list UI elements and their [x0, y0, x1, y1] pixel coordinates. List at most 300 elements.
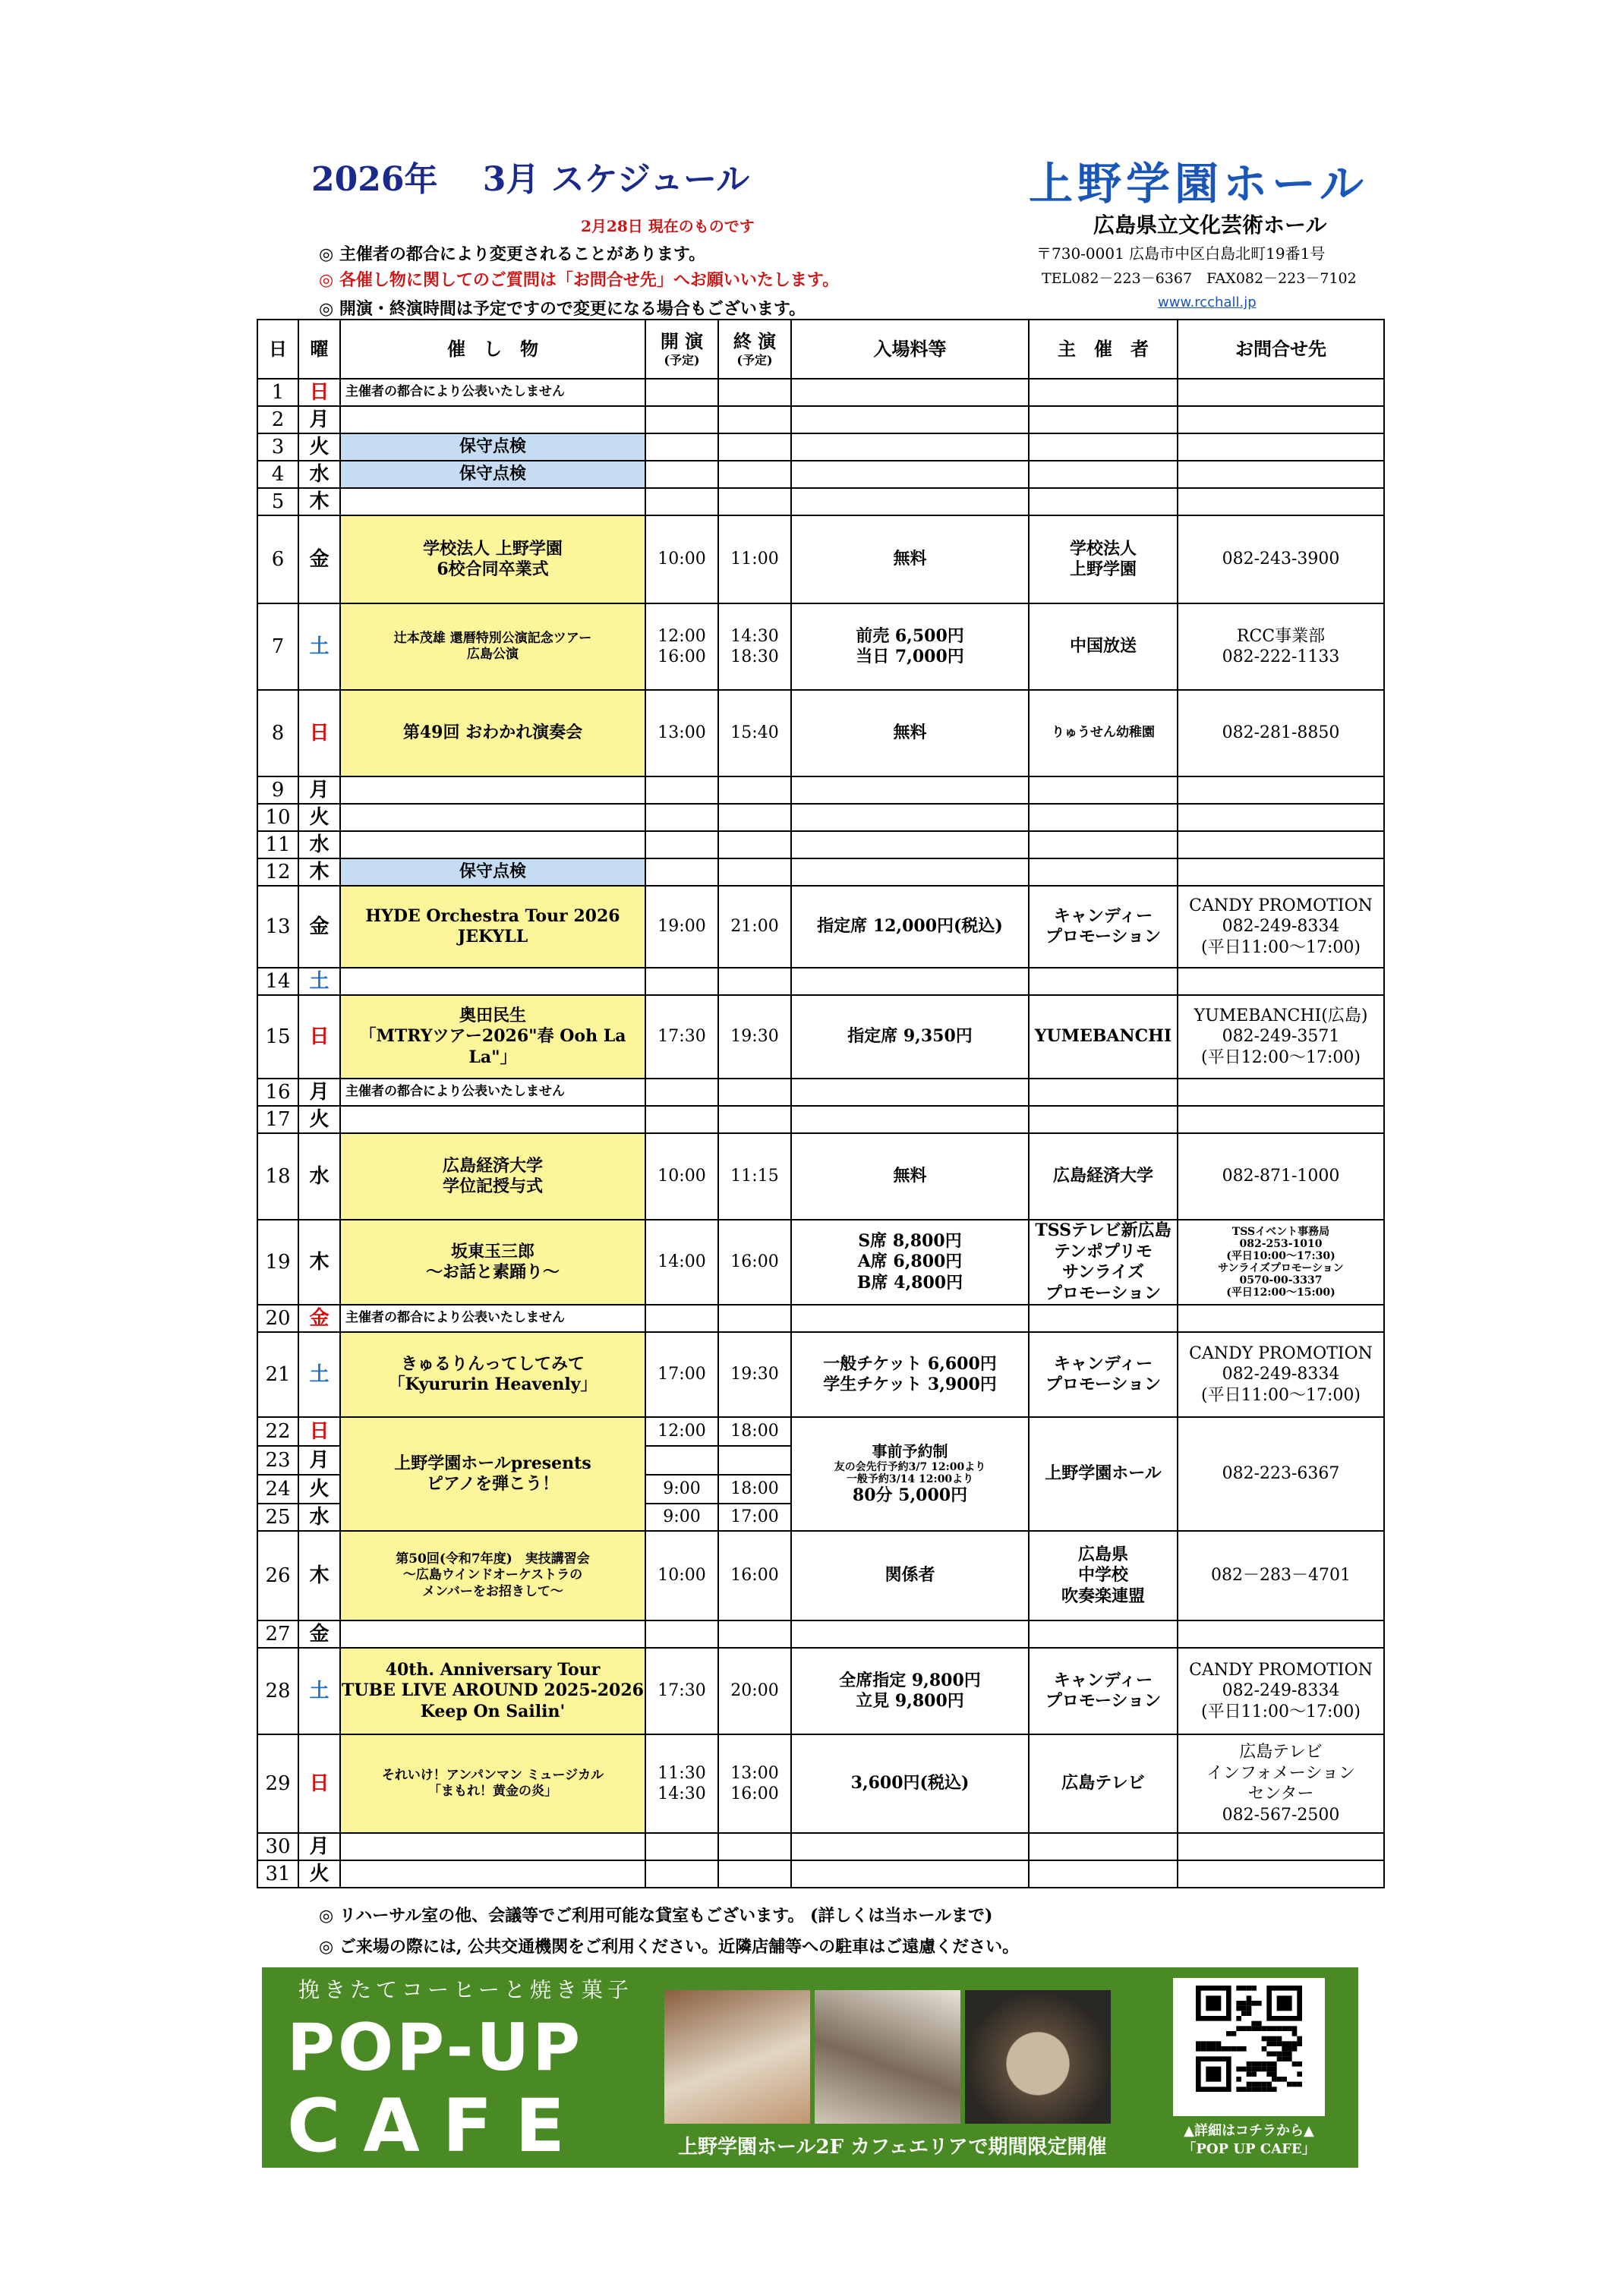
close-time: 19:30	[718, 1332, 791, 1417]
header-event: 催 し 物	[340, 320, 645, 379]
close-time: 20:00	[718, 1648, 791, 1734]
contact: 082-281-8850	[1178, 690, 1384, 776]
day-cell: 17	[257, 1106, 298, 1133]
table-row	[257, 1133, 1384, 1220]
day-cell: 11	[257, 831, 298, 858]
contact	[1178, 488, 1384, 515]
open-time: 17:30	[645, 995, 718, 1079]
as-of-date: 2月28日 現在のものです	[581, 217, 755, 235]
contact	[1178, 1860, 1384, 1888]
event-cell-empty	[340, 831, 645, 858]
organizer	[1029, 858, 1178, 886]
close-time	[718, 1860, 791, 1888]
close-time	[718, 1446, 791, 1475]
fee-cell: 前売 6,500円 当日 7,000円	[791, 603, 1029, 690]
fee-cell	[791, 433, 1029, 461]
table-row	[257, 968, 1384, 995]
open-time	[645, 1446, 718, 1475]
close-time: 11:00	[718, 515, 791, 603]
weekday-cell: 木	[298, 1220, 340, 1305]
contact: RCC事業部 082-222-1133	[1178, 603, 1384, 690]
day-cell: 26	[257, 1531, 298, 1620]
weekday-cell: 火	[298, 1860, 340, 1888]
organizer: キャンディー プロモーション	[1029, 1332, 1178, 1417]
open-time	[645, 433, 718, 461]
contact: 082-243-3900	[1178, 515, 1384, 603]
header-close-label: 終 演	[733, 330, 777, 352]
table-row	[257, 1648, 1384, 1734]
organizer	[1029, 1106, 1178, 1133]
table-row	[257, 461, 1384, 488]
table-header-row	[257, 320, 1384, 379]
contact: TSSイベント事務局 082-253-1010 (平日10:00～17:30) サンライズプロモーション 0570-00-3337 (平日12:00～15:00)	[1178, 1220, 1384, 1305]
header-day: 日	[257, 320, 298, 379]
contact: 082-871-1000	[1178, 1133, 1384, 1220]
fee-cell	[791, 379, 1029, 406]
organizer	[1029, 1833, 1178, 1860]
table-row	[257, 1220, 1384, 1305]
contact	[1178, 433, 1384, 461]
event-name: それいけ！アンパンマン ミュージカル 「まもれ！黄金の炎」	[340, 1734, 645, 1833]
contact	[1178, 1833, 1384, 1860]
open-time	[645, 461, 718, 488]
contact	[1178, 379, 1384, 406]
open-time	[645, 831, 718, 858]
contact: YUMEBANCHI(広島) 082-249-3571 (平日12:00～17:00)	[1178, 995, 1384, 1079]
contact: 082-223-6367	[1178, 1417, 1384, 1531]
organizer: 中国放送	[1029, 603, 1178, 690]
fee-cell	[791, 831, 1029, 858]
day-cell: 21	[257, 1332, 298, 1417]
weekday-cell: 日	[298, 1417, 340, 1446]
contact: CANDY PROMOTION 082-249-8334 (平日11:00～17:00)	[1178, 1332, 1384, 1417]
table-row	[257, 1833, 1384, 1860]
fee-cell	[791, 804, 1029, 831]
open-time	[645, 1079, 718, 1106]
fee-cell: 一般チケット 6,600円 学生チケット 3,900円	[791, 1332, 1029, 1417]
fee-price: 80分 5,000円	[852, 1485, 968, 1505]
fee-reservation-dates: 友の会先行予約3/7 12:00より 一般予約3/14 12:00より	[834, 1460, 986, 1485]
organizer	[1029, 804, 1178, 831]
open-time	[645, 776, 718, 804]
close-time	[718, 1106, 791, 1133]
organizer	[1029, 406, 1178, 433]
close-time: 13:00 16:00	[718, 1734, 791, 1833]
weekday-cell: 月	[298, 1833, 340, 1860]
table-row	[257, 1106, 1384, 1133]
close-time	[718, 406, 791, 433]
open-time	[645, 406, 718, 433]
header-note-2: ◎ 各催し物に関してのご質問は「お問合せ先」へお願いいたします。	[319, 270, 840, 290]
table-row	[257, 831, 1384, 858]
weekday-cell: 木	[298, 1531, 340, 1620]
event-cell-empty	[340, 1833, 645, 1860]
table-row	[257, 488, 1384, 515]
day-cell: 10	[257, 804, 298, 831]
schedule-table	[257, 319, 1385, 1888]
day-cell: 3	[257, 433, 298, 461]
organizer: りゅうせん幼稚園	[1029, 690, 1178, 776]
weekday-cell: 水	[298, 461, 340, 488]
day-cell: 16	[257, 1079, 298, 1106]
weekday-cell: 日	[298, 690, 340, 776]
open-time: 9:00	[645, 1504, 718, 1531]
day-cell: 24	[257, 1475, 298, 1504]
close-time: 15:40	[718, 690, 791, 776]
header-note-3: ◎ 開演・終演時間は予定ですので変更になる場合もございます。	[319, 299, 806, 319]
day-cell: 19	[257, 1220, 298, 1305]
contact	[1178, 1620, 1384, 1648]
organizer	[1029, 461, 1178, 488]
contact	[1178, 804, 1384, 831]
fee-cell	[791, 776, 1029, 804]
fee-cell	[791, 406, 1029, 433]
table-row	[257, 1079, 1384, 1106]
close-time: 21:00	[718, 886, 791, 968]
hall-url-link[interactable]: www.rcchall.jp	[1158, 294, 1257, 310]
contact: 広島テレビ インフォメーション センター 082-567-2500	[1178, 1734, 1384, 1833]
close-time: 18:00	[718, 1475, 791, 1504]
day-cell: 8	[257, 690, 298, 776]
close-time	[718, 1305, 791, 1332]
weekday-cell: 水	[298, 831, 340, 858]
contact	[1178, 461, 1384, 488]
event-name: 学校法人 上野学園 6校合同卒業式	[340, 515, 645, 603]
banner-tagline: 挽きたてコーヒーと焼き菓子	[298, 1977, 633, 2002]
close-time	[718, 776, 791, 804]
undisclosed-notice: 主催者の都合により公表いたしません	[340, 1305, 645, 1332]
event-cell-empty	[340, 776, 645, 804]
fee-cell: 無料	[791, 1133, 1029, 1220]
header-organizer: 主 催 者	[1029, 320, 1178, 379]
footer-note-2: ◎ ご来場の際には, 公共交通機関をご利用ください。近隣店舗等への駐車はご遠慮ください。	[319, 1937, 1020, 1957]
table-row	[257, 1734, 1384, 1833]
header-note-1: ◎ 主催者の都合により変更されることがあります。	[319, 244, 706, 264]
table-row	[257, 1860, 1384, 1888]
fee-cell: 関係者	[791, 1531, 1029, 1620]
close-time	[718, 858, 791, 886]
open-time: 19:00	[645, 886, 718, 968]
fee-cell	[791, 1620, 1029, 1648]
event-name: 第49回 おわかれ演奏会	[340, 690, 645, 776]
hall-address: 〒730-0001 広島市中区白島北町19番1号	[1036, 244, 1326, 263]
day-cell: 2	[257, 406, 298, 433]
weekday-cell: 火	[298, 804, 340, 831]
weekday-cell: 土	[298, 603, 340, 690]
weekday-cell: 日	[298, 1734, 340, 1833]
contact	[1178, 1305, 1384, 1332]
organizer	[1029, 1860, 1178, 1888]
header-open-label: 開 演	[660, 330, 704, 352]
event-cell-empty	[340, 1620, 645, 1648]
weekday-cell: 土	[298, 968, 340, 995]
contact	[1178, 968, 1384, 995]
qr-caption	[1169, 2122, 1329, 2159]
table-row	[257, 1332, 1384, 1417]
organizer	[1029, 776, 1178, 804]
fee-cell: 3,600円(税込)	[791, 1734, 1029, 1833]
event-cell-empty	[340, 804, 645, 831]
day-cell: 30	[257, 1833, 298, 1860]
close-time	[718, 804, 791, 831]
weekday-cell: 木	[298, 858, 340, 886]
table-row	[257, 1620, 1384, 1648]
open-time: 12:00 16:00	[645, 603, 718, 690]
coffee-cups-photo	[664, 1990, 810, 2124]
day-cell: 18	[257, 1133, 298, 1220]
table-row	[257, 690, 1384, 776]
open-time: 13:00	[645, 690, 718, 776]
contact	[1178, 776, 1384, 804]
close-time: 14:30 18:30	[718, 603, 791, 690]
day-cell: 27	[257, 1620, 298, 1648]
organizer: キャンディー プロモーション	[1029, 886, 1178, 968]
table-row	[257, 1417, 1384, 1446]
banner-title-cafe: CAFE	[287, 2083, 588, 2168]
close-time	[718, 488, 791, 515]
open-time: 17:00	[645, 1332, 718, 1417]
contact	[1178, 406, 1384, 433]
fee-cell: 無料	[791, 515, 1029, 603]
table-row	[257, 1531, 1384, 1620]
organizer: 学校法人 上野学園	[1029, 515, 1178, 603]
maintenance-cell: 保守点検	[340, 433, 645, 461]
close-time	[718, 968, 791, 995]
fee-cell: 指定席 9,350円	[791, 995, 1029, 1079]
open-time	[645, 379, 718, 406]
fee-cell	[791, 1833, 1029, 1860]
open-time: 10:00	[645, 515, 718, 603]
event-name: 第50回(令和7年度) 実技講習会 ～広島ウインドオーケストラの メンバーをお招きして～	[340, 1531, 645, 1620]
hall-logo: 上野学園ホール	[1029, 158, 1368, 209]
weekday-cell: 金	[298, 886, 340, 968]
day-cell: 12	[257, 858, 298, 886]
close-time	[718, 1620, 791, 1648]
weekday-cell: 金	[298, 1620, 340, 1648]
event-name: 広島経済大学 学位記授与式	[340, 1133, 645, 1220]
event-name: HYDE Orchestra Tour 2026 JEKYLL	[340, 886, 645, 968]
footer-note-1: ◎ リハーサル室の他、会議等でご利用可能な貸室もございます。 (詳しくは当ホールまで)	[319, 1906, 993, 1926]
qr-code-icon	[1196, 1986, 1302, 2092]
weekday-cell: 水	[298, 1504, 340, 1531]
maintenance-cell: 保守点検	[340, 461, 645, 488]
qr-caption-text: ▲詳細はコチラから▲ 「POP UP CAFE」	[1182, 2123, 1316, 2158]
close-time: 18:00	[718, 1417, 791, 1446]
organizer	[1029, 1620, 1178, 1648]
open-time	[645, 1833, 718, 1860]
header-close-sub: (予定)	[736, 353, 773, 367]
contact: CANDY PROMOTION 082-249-8334 (平日11:00～17:00)	[1178, 1648, 1384, 1734]
open-time	[645, 1620, 718, 1648]
day-cell: 20	[257, 1305, 298, 1332]
day-cell: 6	[257, 515, 298, 603]
event-cell-empty	[340, 968, 645, 995]
open-time	[645, 804, 718, 831]
day-cell: 28	[257, 1648, 298, 1734]
close-time	[718, 379, 791, 406]
fee-cell	[791, 858, 1029, 886]
event-cell-empty	[340, 1106, 645, 1133]
open-time: 10:00	[645, 1133, 718, 1220]
organizer: 上野学園ホール	[1029, 1417, 1178, 1531]
close-time	[718, 831, 791, 858]
contact	[1178, 1079, 1384, 1106]
day-cell: 15	[257, 995, 298, 1079]
day-cell: 31	[257, 1860, 298, 1888]
fee-cell	[791, 1106, 1029, 1133]
close-time: 16:00	[718, 1531, 791, 1620]
day-cell: 29	[257, 1734, 298, 1833]
schedule-body	[257, 379, 1384, 1888]
day-cell: 23	[257, 1446, 298, 1475]
event-name: 坂東玉三郎 ～お話と素踊り～	[340, 1220, 645, 1305]
table-row	[257, 1305, 1384, 1332]
open-time: 9:00	[645, 1475, 718, 1504]
table-row	[257, 433, 1384, 461]
weekday-cell: 月	[298, 1079, 340, 1106]
header-open-sub: (予定)	[664, 353, 700, 367]
event-name: きゅるりんってしてみて 「Kyururin Heavenly」	[340, 1332, 645, 1417]
fee-cell	[791, 1305, 1029, 1332]
table-row	[257, 858, 1384, 886]
hall-phone: TEL082－223－6367 FAX082－223－7102	[1042, 270, 1357, 287]
close-time	[718, 1079, 791, 1106]
event-name: 奥田民生 「MTRYツアー2026"春 Ooh La La"」	[340, 995, 645, 1079]
open-time	[645, 488, 718, 515]
maintenance-cell: 保守点検	[340, 858, 645, 886]
fee-cell	[791, 488, 1029, 515]
weekday-cell: 水	[298, 1133, 340, 1220]
organizer	[1029, 379, 1178, 406]
open-time	[645, 1106, 718, 1133]
fee-cell	[791, 461, 1029, 488]
table-row	[257, 886, 1384, 968]
banner-title-popup: POP-UP	[287, 2010, 584, 2086]
table-row	[257, 804, 1384, 831]
event-name: 辻本茂雄 還暦特別公演記念ツアー 広島公演	[340, 603, 645, 690]
fee-cell: 指定席 12,000円(税込)	[791, 886, 1029, 968]
banner-caption: 上野学園ホール2F カフェエリアで期間限定開催	[678, 2136, 1107, 2159]
close-time	[718, 461, 791, 488]
fee-cell	[791, 1079, 1029, 1106]
close-time: 17:00	[718, 1504, 791, 1531]
organizer	[1029, 433, 1178, 461]
event-cell-empty	[340, 488, 645, 515]
open-time: 12:00	[645, 1417, 718, 1446]
contact: 082－283－4701	[1178, 1531, 1384, 1620]
weekday-cell: 土	[298, 1332, 340, 1417]
organizer	[1029, 1079, 1178, 1106]
organizer: キャンディー プロモーション	[1029, 1648, 1178, 1734]
organizer	[1029, 488, 1178, 515]
weekday-cell: 月	[298, 1446, 340, 1475]
open-time	[645, 858, 718, 886]
header-contact: お問合せ先	[1178, 320, 1384, 379]
fee-title: 事前予約制	[872, 1441, 948, 1460]
cafe-area-photo	[815, 1990, 960, 2124]
contact: CANDY PROMOTION 082-249-8334 (平日11:00～17:00)	[1178, 886, 1384, 968]
weekday-cell: 日	[298, 995, 340, 1079]
weekday-cell: 月	[298, 776, 340, 804]
day-cell: 7	[257, 603, 298, 690]
close-time	[718, 433, 791, 461]
day-cell: 4	[257, 461, 298, 488]
table-row	[257, 776, 1384, 804]
event-cell-empty	[340, 406, 645, 433]
open-time: 11:30 14:30	[645, 1734, 718, 1833]
contact	[1178, 858, 1384, 886]
day-cell: 22	[257, 1417, 298, 1446]
qr-code[interactable]	[1173, 1978, 1325, 2116]
weekday-cell: 木	[298, 488, 340, 515]
open-time	[645, 1305, 718, 1332]
day-cell: 1	[257, 379, 298, 406]
close-time	[718, 1833, 791, 1860]
page-title: 2026年 3月 スケジュール	[311, 160, 750, 199]
table-row	[257, 379, 1384, 406]
event-name: 上野学園ホールpresents ピアノを弾こう！	[340, 1417, 645, 1531]
header-close	[718, 320, 791, 379]
fee-cell	[791, 1860, 1029, 1888]
weekday-cell: 火	[298, 433, 340, 461]
undisclosed-notice: 主催者の都合により公表いたしません	[340, 379, 645, 406]
organizer: 広島経済大学	[1029, 1133, 1178, 1220]
organizer	[1029, 968, 1178, 995]
day-cell: 13	[257, 886, 298, 968]
weekday-cell: 金	[298, 515, 340, 603]
fee-cell	[791, 968, 1029, 995]
open-time: 17:30	[645, 1648, 718, 1734]
table-row	[257, 406, 1384, 433]
close-time: 16:00	[718, 1220, 791, 1305]
open-time: 10:00	[645, 1531, 718, 1620]
header-open	[645, 320, 718, 379]
header-dow: 曜	[298, 320, 340, 379]
contact	[1178, 1106, 1384, 1133]
organizer	[1029, 1305, 1178, 1332]
table-row	[257, 603, 1384, 690]
organizer: YUMEBANCHI	[1029, 995, 1178, 1079]
day-cell: 14	[257, 968, 298, 995]
open-time	[645, 1860, 718, 1888]
weekday-cell: 土	[298, 1648, 340, 1734]
close-time: 19:30	[718, 995, 791, 1079]
day-cell: 25	[257, 1504, 298, 1531]
fee-cell	[791, 1417, 1029, 1531]
weekday-cell: 火	[298, 1106, 340, 1133]
weekday-cell: 金	[298, 1305, 340, 1332]
event-cell-empty	[340, 1860, 645, 1888]
organizer	[1029, 831, 1178, 858]
day-cell: 5	[257, 488, 298, 515]
header-fee: 入場料等	[791, 320, 1029, 379]
table-row	[257, 515, 1384, 603]
weekday-cell: 火	[298, 1475, 340, 1504]
organizer: 広島テレビ	[1029, 1734, 1178, 1833]
hall-subtitle: 広島県立文化芸術ホール	[1093, 213, 1327, 238]
fee-cell: 全席指定 9,800円 立見 9,800円	[791, 1648, 1029, 1734]
organizer: 広島県 中学校 吹奏楽連盟	[1029, 1531, 1178, 1620]
fee-cell: 無料	[791, 690, 1029, 776]
table-row	[257, 995, 1384, 1079]
weekday-cell: 月	[298, 406, 340, 433]
coffee-cup-photo	[965, 1990, 1111, 2124]
weekday-cell: 日	[298, 379, 340, 406]
event-name: 40th. Anniversary Tour TUBE LIVE AROUND 2025-2026 Keep On Sailin'	[340, 1648, 645, 1734]
organizer: TSSテレビ新広島 テンポプリモ サンライズ プロモーション	[1029, 1220, 1178, 1305]
undisclosed-notice: 主催者の都合により公表いたしません	[340, 1079, 645, 1106]
contact	[1178, 831, 1384, 858]
